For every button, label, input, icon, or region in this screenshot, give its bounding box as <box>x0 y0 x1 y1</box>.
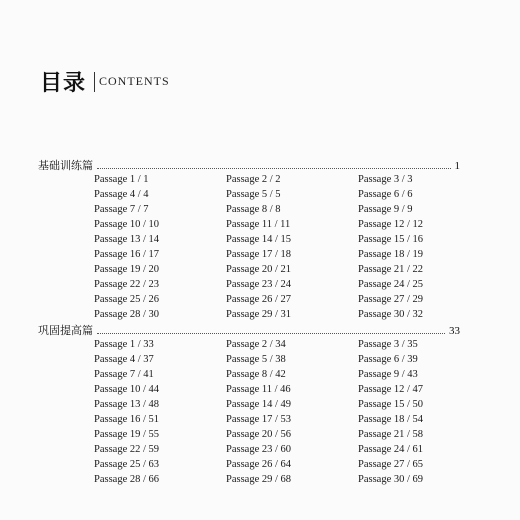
dot-leader <box>97 333 445 334</box>
heading-chinese: 目录 <box>40 71 87 96</box>
toc-entry: Passage 9 / 9 <box>358 204 413 215</box>
toc-entry: Passage 27 / 65 <box>358 459 424 470</box>
toc-entry: Passage 22 / 59 <box>94 444 160 455</box>
entry-list <box>38 172 460 322</box>
toc-entry: Passage 20 / 56 <box>226 429 292 440</box>
toc-entry: Passage 13 / 14 <box>94 234 160 245</box>
toc-entry: Passage 8 / 8 <box>226 204 281 215</box>
toc-entry: Passage 11 / 11 <box>226 219 291 230</box>
toc-entry: Passage 24 / 25 <box>358 279 424 290</box>
toc-entry: Passage 5 / 38 <box>226 354 286 365</box>
toc-entry: Passage 6 / 39 <box>358 354 418 365</box>
toc-entry: Passage 12 / 12 <box>358 219 424 230</box>
toc-entry: Passage 14 / 49 <box>226 399 292 410</box>
section-page-number: 1 <box>454 160 460 172</box>
toc-entry: Passage 26 / 27 <box>226 294 292 305</box>
toc-entry: Passage 27 / 29 <box>358 294 424 305</box>
toc-entry: Passage 2 / 2 <box>226 174 281 185</box>
toc-entry: Passage 18 / 19 <box>358 249 424 260</box>
toc-entry: Passage 11 / 46 <box>226 384 291 395</box>
toc-entry: Passage 3 / 3 <box>358 174 413 185</box>
toc-entry: Passage 19 / 55 <box>94 429 160 440</box>
section-title: 巩固提高篇 <box>38 324 93 337</box>
toc-entry: Passage 21 / 58 <box>358 429 424 440</box>
toc-entry: Passage 21 / 22 <box>358 264 424 275</box>
toc-entry: Passage 7 / 41 <box>94 369 154 380</box>
toc-entry: Passage 3 / 35 <box>358 339 418 350</box>
toc-entry: Passage 12 / 47 <box>358 384 424 395</box>
toc-entry: Passage 7 / 7 <box>94 204 149 215</box>
toc-entry: Passage 5 / 5 <box>226 189 281 200</box>
toc-entry: Passage 20 / 21 <box>226 264 292 275</box>
toc-entry: Passage 29 / 31 <box>226 309 292 320</box>
dot-leader <box>97 168 451 169</box>
entry-list <box>38 337 460 487</box>
toc-entry: Passage 8 / 42 <box>226 369 286 380</box>
toc-entry: Passage 23 / 24 <box>226 279 292 290</box>
heading-english: CONTENTS <box>99 74 170 88</box>
toc-entry: Passage 2 / 34 <box>226 339 286 350</box>
section-title: 基础训练篇 <box>38 159 93 172</box>
section-header <box>38 322 460 336</box>
toc-entry: Passage 16 / 51 <box>94 414 160 425</box>
toc-entry: Passage 22 / 23 <box>94 279 160 290</box>
section-consolidation <box>38 322 460 487</box>
toc-entry: Passage 26 / 64 <box>226 459 292 470</box>
toc-entry: Passage 18 / 54 <box>358 414 424 425</box>
toc-entry: Passage 6 / 6 <box>358 189 413 200</box>
toc-entry: Passage 29 / 68 <box>226 474 292 485</box>
toc-entry: Passage 10 / 44 <box>94 384 160 395</box>
toc-entry: Passage 24 / 61 <box>358 444 424 455</box>
toc-entry: Passage 30 / 69 <box>358 474 424 485</box>
toc-entry: Passage 19 / 20 <box>94 264 160 275</box>
toc-entry: Passage 1 / 1 <box>94 174 149 185</box>
toc-entry: Passage 4 / 37 <box>94 354 154 365</box>
section-basic-training <box>38 157 460 322</box>
toc-entry: Passage 25 / 63 <box>94 459 160 470</box>
toc-entry: Passage 17 / 53 <box>226 414 292 425</box>
section-page-number: 33 <box>449 325 460 337</box>
heading-divider <box>94 72 95 92</box>
toc-entry: Passage 28 / 30 <box>94 309 160 320</box>
toc-entry: Passage 15 / 16 <box>358 234 424 245</box>
toc-entry: Passage 16 / 17 <box>94 249 160 260</box>
toc-entry: Passage 25 / 26 <box>94 294 160 305</box>
toc-entry: Passage 30 / 32 <box>358 309 424 320</box>
toc-entry: Passage 10 / 10 <box>94 219 160 230</box>
toc-entry: Passage 1 / 33 <box>94 339 154 350</box>
toc-entry: Passage 13 / 48 <box>94 399 160 410</box>
toc-heading <box>40 66 170 97</box>
toc-entry: Passage 9 / 43 <box>358 369 418 380</box>
toc-entry: Passage 17 / 18 <box>226 249 292 260</box>
section-header <box>38 157 460 171</box>
toc-entry: Passage 4 / 4 <box>94 189 149 200</box>
toc-entry: Passage 15 / 50 <box>358 399 424 410</box>
toc-entry: Passage 14 / 15 <box>226 234 292 245</box>
toc-entry: Passage 23 / 60 <box>226 444 292 455</box>
toc-entry: Passage 28 / 66 <box>94 474 160 485</box>
